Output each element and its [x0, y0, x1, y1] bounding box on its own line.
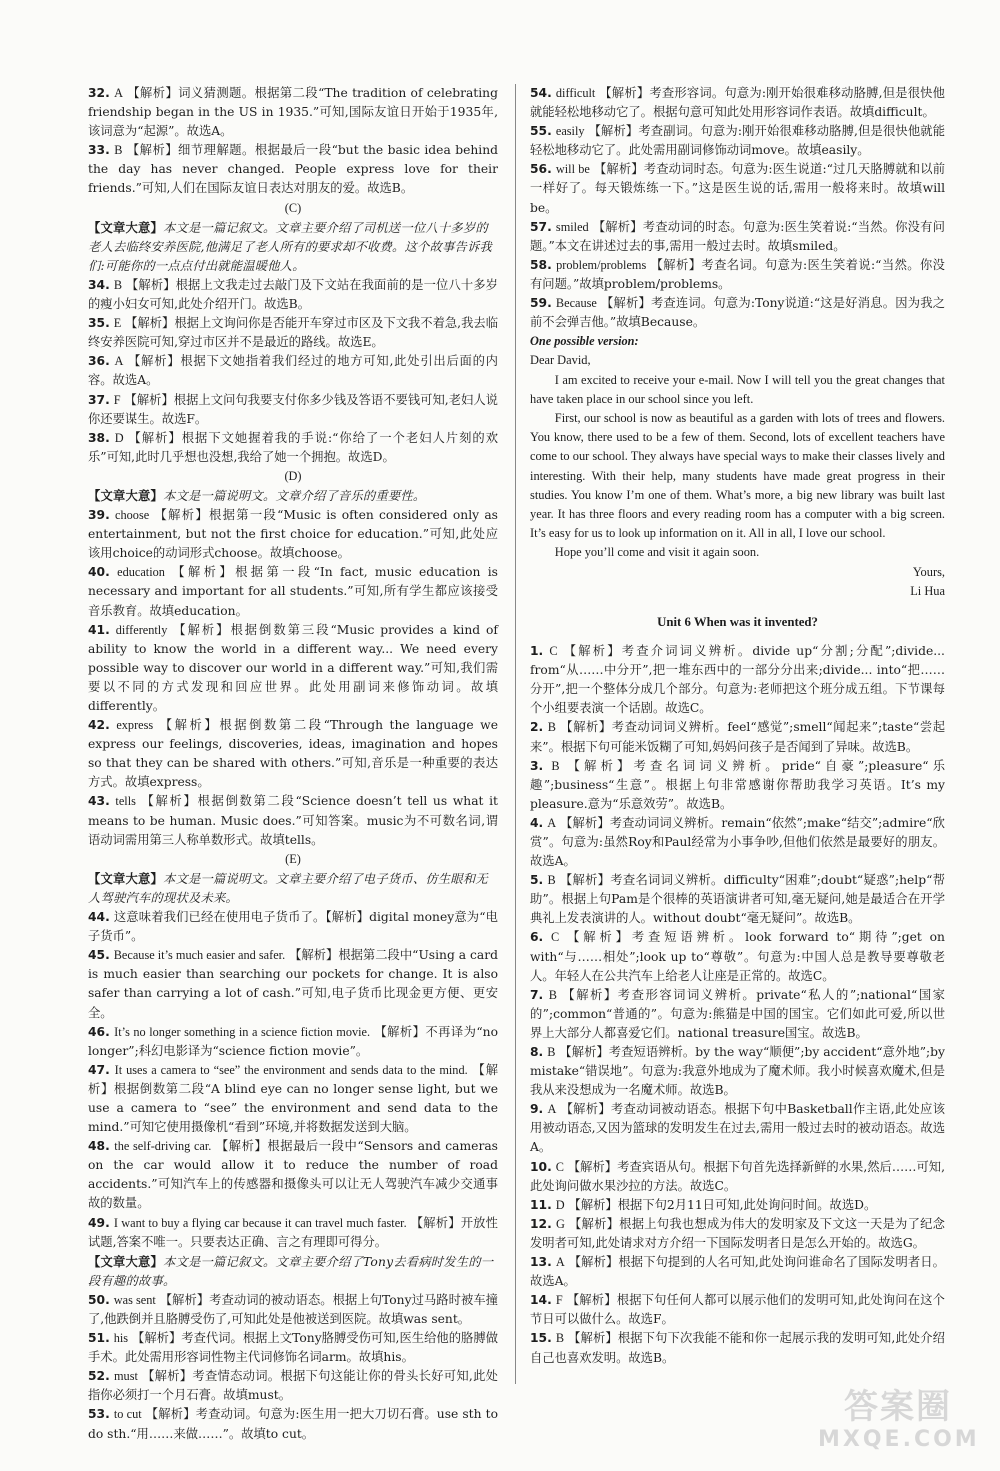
- question-number: 6.: [530, 930, 544, 945]
- answer-item: [88, 429, 498, 467]
- question-number: 51.: [88, 1331, 110, 1346]
- answer-item: [88, 1061, 498, 1137]
- question-number: 38.: [88, 430, 110, 445]
- summary-tag: 【文章大意】: [88, 1253, 163, 1269]
- answer-value: D: [555, 1197, 565, 1212]
- summary-tag: 【文章大意】: [88, 487, 163, 503]
- answer-item: [88, 792, 498, 849]
- answer-item: [88, 1405, 498, 1443]
- question-number: 40.: [88, 565, 110, 580]
- answer-value: was sent: [113, 1292, 156, 1307]
- question-number: 33.: [88, 143, 110, 158]
- answer-value: choose: [115, 508, 150, 523]
- explanation-text: 【解析】考查形容词词义辨析。private“私人的”;national“国家的”;common“普通的”。句意为:熊猫是中国的国宝。它们如此可爱,所以世界上大部分人都喜爱它们。national treasure国宝。故选B。: [530, 987, 945, 1040]
- answer-item: [530, 218, 945, 256]
- explanation-text: 【解析】考查代词。根据上文Tony胳膊受伤可知,医生给他的胳膊做手术。此处需用形容词性物主代词修饰名词arm。故填his。: [88, 1331, 498, 1365]
- answer-item: [88, 908, 498, 946]
- question-number: 3.: [530, 758, 544, 773]
- question-number: 5.: [530, 873, 544, 888]
- answer-item: [88, 1367, 498, 1405]
- answer-item: [88, 1137, 498, 1213]
- answer-value: Because it’s much easier and safer.: [113, 948, 286, 963]
- answer-value: smiled: [555, 219, 589, 234]
- explanation-text: 【解析】根据第一段“In fact, music education is necessary and important for all students.”可知,所有学生都应该接受音乐教育。故填education。: [88, 565, 498, 618]
- question-number: 32.: [88, 86, 110, 100]
- answer-value: I want to buy a flying car because it can travel much faster.: [113, 1215, 407, 1230]
- answer-item: [530, 1253, 945, 1291]
- letter-signature: Yours,: [912, 564, 945, 579]
- passage-summary: [88, 486, 498, 506]
- answer-item: [530, 1100, 945, 1157]
- answer-value: A: [555, 1255, 565, 1270]
- answer-value: B: [555, 1331, 565, 1346]
- passage-section-label: (C): [284, 200, 302, 215]
- answer-item: [88, 563, 498, 620]
- answer-item: [530, 122, 945, 160]
- summary-text: 本文是一篇说明文。文章介绍了音乐的重要性。: [162, 488, 426, 503]
- answer-value: must: [113, 1369, 138, 1384]
- question-number: 7.: [530, 987, 544, 1002]
- question-number: 13.: [530, 1255, 552, 1270]
- left-column: [88, 84, 498, 1444]
- explanation-text: 【解析】考查动词的被动语态。根据上句Tony过马路时被车撞了,他跌倒并且胳膊受伤了,可知此处是他被送到医院。故填was sent。: [88, 1292, 498, 1326]
- question-number: 35.: [88, 316, 110, 331]
- question-number: 9.: [530, 1102, 544, 1117]
- question-number: 44.: [88, 910, 110, 925]
- question-number: 1.: [530, 644, 544, 659]
- explanation-text: 【解析】根据倒数第二段“Science doesn’t tell us what it means to be human. Music does.”可知答案。music为不可数名词,谓语动词需用第三人称单数形式。故填tells。: [88, 794, 498, 847]
- answer-item: [530, 814, 945, 871]
- explanation-text: 【解析】考查动词词义辨析。feel“感觉”;smell“闻起来”;taste“尝起来”。根据下句可能米饭糊了可知,妈妈问孩子是否闻到了异味。故选B。: [530, 720, 945, 754]
- question-number: 2.: [530, 720, 544, 735]
- explanation-text: 【解析】根据倒数第二段“A blind eye can no longer sense light, but we use a camera to “see” the environment and send data to the mind.”可知它使用摄像机“看到”环境,并将数据发送到大脑。: [88, 1062, 498, 1135]
- answer-item: [88, 276, 498, 314]
- summary-text: 本文是一篇记叙文。文章主要介绍了Tony去看病时发生的一段有趣的故事。: [88, 1254, 494, 1288]
- answer-value: C: [555, 1159, 564, 1174]
- answer-item: [530, 642, 945, 718]
- passage-section-label: (E): [285, 851, 301, 866]
- question-number: 41.: [88, 622, 110, 637]
- question-number: 11.: [530, 1197, 552, 1212]
- answer-value: B: [551, 758, 560, 773]
- answer-item: [88, 621, 498, 716]
- answer-item: [530, 1215, 945, 1253]
- answer-value: B: [113, 277, 123, 292]
- answer-item: [530, 1329, 945, 1367]
- answer-item: [88, 84, 498, 141]
- explanation-text: 【解析】词义猜测题。根据第二段“The tradition of celebrating friendship began in the US in 1935.”可知,国际友谊日开始于1935年,该词意为“起源”。故选A。: [88, 86, 498, 139]
- answer-item: [530, 84, 945, 122]
- answer-value: difficult: [555, 86, 596, 100]
- answer-value: C: [551, 930, 560, 945]
- question-number: 39.: [88, 508, 110, 523]
- answer-value: It uses a camera to “see” the environment and sends data to the mind.: [114, 1062, 468, 1077]
- explanation-text: 【解析】考查介词词义辨析。divide up“分割;分配”;divide... from“从……中分开”,把一堆东西中的一部分分出来;divide... into“把……分开”,把一个整体分成几个部分。句意为:老师把这个班分成五组。下节课每个小组要表演一个话剧。故选C。: [530, 644, 945, 716]
- right-column: [530, 84, 945, 1368]
- letter-paragraph: Hope you’ll come and visit it again soon.: [554, 545, 760, 560]
- explanation-text: 【解析】不再译为“no longer”;科幻电影译为“science fiction movie”。: [88, 1024, 498, 1058]
- answer-value: D: [114, 430, 124, 445]
- question-number: 47.: [88, 1062, 110, 1077]
- answer-value: A: [547, 815, 557, 830]
- answer-item: [530, 757, 945, 814]
- explanation-text: 【解析】根据下文她握着我的手说:“你给了一个老妇人片刻的欢乐”可知,此时几乎想也没想,我给了她一个拥抱。故选D。: [88, 430, 498, 464]
- sample-essay-label: One possible version:: [530, 334, 639, 349]
- question-number: 12.: [530, 1216, 552, 1231]
- explanation-text: 【解析】考查宾语从句。根据下句首先选择新鲜的水果,然后……可知,此处询问做水果沙拉的方法。故选C。: [530, 1159, 945, 1193]
- question-number: 4.: [530, 815, 544, 830]
- answer-item: [88, 141, 498, 198]
- explanation-text: 【解析】考查连词。句意为:Tony说道:“这是好消息。因为我之前不会弹吉他。”故填Because。: [530, 296, 945, 330]
- answer-item: [530, 871, 945, 928]
- explanation-text: 【解析】考查动词。句意为:医生用一把大刀切石膏。use sth to do sth.“用……来做……”。故填to cut。: [88, 1407, 498, 1441]
- explanation-text: 【解析】考查名词。句意为:医生笑着说:“当然。你没有问题。”故填problem/problems。: [530, 257, 945, 291]
- explanation-text: 【解析】考查动词时态。句意为:医生说道:“过几天胳膊就和以前一样好了。每天锻炼练一下。”这是医生说的话,需用一般将来时。故填will be。: [530, 162, 946, 215]
- explanation-text: 【解析】考查情态动词。根据下句这能让你的骨头长好可知,此处指你必须打一个月石膏。故填must。: [88, 1369, 498, 1403]
- explanation-text: 【解析】考查动词词义辨析。remain“依然”;make“结交”;admire“欣赏”。句意为:虽然Roy和Paul经常为小事争吵,但他们依然是最要好的朋友。故选A。: [530, 815, 945, 869]
- explanation-text: 【解析】根据下文她指着我们经过的地方可知,此处引出后面的内容。故选A。: [88, 354, 498, 388]
- answer-item: [530, 1291, 945, 1329]
- unit-title: Unit 6 When was it invented?: [657, 614, 818, 629]
- answer-value: It’s no longer something in a science fiction movie.: [114, 1024, 371, 1039]
- question-number: 52.: [88, 1369, 110, 1384]
- explanation-text: 【解析】根据下句任何人都可以展示他们的发明可知,此处询问在这个节日可以做什么。故选F。: [530, 1293, 945, 1327]
- explanation-text: 【解析】考查动词的时态。句意为:医生笑着说:“当然。你没有问题。”本文在讲述过去的事,需用一般过去时。故填smiled。: [530, 219, 945, 253]
- answer-item: [530, 718, 945, 756]
- question-number: 42.: [88, 718, 110, 733]
- answer-value: B: [547, 720, 556, 735]
- answer-item: [88, 391, 498, 429]
- answer-item: [530, 294, 945, 332]
- question-number: 15.: [530, 1331, 552, 1346]
- passage-section-label: (D): [284, 468, 302, 483]
- question-number: 8.: [530, 1045, 544, 1060]
- question-number: 56.: [530, 162, 552, 177]
- explanation-text: 【解析】考查名词词义辨析。pride“自豪”;pleasure“乐趣”;business“生意”。根据上句非常感谢你帮助我学习英语。It’s my pleasure.意为“乐意效劳”。故选B。: [530, 758, 945, 811]
- question-number: 55.: [530, 124, 552, 139]
- explanation-text: 【解析】细节理解题。根据最后一段“but the basic idea behind the day has never changed. People express love for their friends.”可知,人们在国际友谊日表达对朋友的爱。故选B。: [88, 143, 498, 196]
- passage-summary: [88, 869, 498, 908]
- question-number: 48.: [88, 1139, 110, 1154]
- answer-item: [530, 1158, 945, 1196]
- answer-value: E: [113, 316, 122, 331]
- answer-value: A: [114, 86, 124, 100]
- sample-letter: [530, 351, 945, 601]
- answer-item: [88, 716, 498, 792]
- explanation-text: 【解析】根据上文我走过去敲门及下文站在我面前的是一位八十多岁的瘦小妇女可知,此处介绍开门。故选B。: [88, 277, 498, 312]
- answer-value: F: [113, 392, 121, 407]
- answer-item: [88, 946, 498, 1022]
- summary-tag: 【文章大意】: [88, 219, 163, 235]
- answer-value: the self-driving car.: [114, 1139, 212, 1154]
- summary-tag: 【文章大意】: [88, 870, 163, 886]
- answer-value: express: [116, 718, 154, 733]
- passage-summary: [88, 218, 498, 276]
- answer-item: [88, 1023, 498, 1061]
- answer-value: C: [549, 644, 558, 659]
- question-number: 59.: [530, 296, 552, 311]
- explanation-text: 【解析】根据上文问句我要支付你多少钱及答语不要钱可知,老妇人说你还要谋生。故选F。: [88, 392, 498, 426]
- answer-item: [88, 1329, 498, 1367]
- answer-value: tells: [115, 794, 136, 809]
- explanation-text: 【解析】根据上句我也想成为伟大的发明家及下文这一天是为了纪念发明者可知,此处请求对方介绍一下国际发明者日是怎么开始的。故选G。: [530, 1216, 945, 1250]
- explanation-text: 【解析】根据倒数第三段“Music provides a kind of ability to know the world in a different way... We need every possible way to discover our world in a different way.”可知,我们需要以不同的方式发现和回应世界。此处用副词来修饰动词。故填differently。: [88, 622, 498, 713]
- letter-paragraph: First, our school is now as beautiful as a garden with lots of trees and flowers. You know, there used to be a few of them. Second, lots of excellent teachers have come to our school. They always have special ways to make their classes lively and interesting. With their help, many students have made great progress in their studies. You know I’m one of them. What’s more, a big new library was built last year. It has three floors and every reading room has a computer with a big screen. It’s easy for us to look up information on it. All in all, I love our school.: [530, 410, 945, 541]
- question-number: 46.: [88, 1024, 110, 1039]
- explanation-text: 【解析】考查形容词。句意为:刚开始很难移动胳膊,但是很快他就能轻松地移动它了。根据句意可知此处用形容词作表语。故填difficult。: [530, 86, 945, 120]
- summary-text: 本文是一篇记叙文。文章主要介绍了司机送一位八十多岁的老人去临终安养医院,他满足了老人所有的要求却不收费。这个故事告诉我们:可能你的一点点付出就能温暖他人。: [88, 220, 493, 273]
- column-divider: [515, 84, 516, 1384]
- answer-value: easily: [555, 124, 585, 139]
- answer-value: differently: [115, 622, 168, 637]
- explanation-text: 【解析】考查短语辨析。by the way“顺便”;by accident“意外地”;by mistake“错误地”。句意为:我意外地成为了魔术师。我小时候喜欢魔术,但是我从来没想成为一名魔术师。故选B。: [530, 1045, 945, 1098]
- answer-item: [530, 256, 945, 294]
- question-number: 37.: [88, 392, 110, 407]
- answer-item: [88, 314, 498, 352]
- question-number: 57.: [530, 219, 552, 234]
- answer-value: his: [113, 1331, 129, 1346]
- answer-value: education: [117, 565, 165, 580]
- explanation-text: 【解析】考查动词被动语态。根据下句中Basketball作主语,此处应该用被动语态,又因为篮球的发明发生在过去,需用一般过去时的被动语态。故选A。: [530, 1102, 946, 1155]
- site-watermark: [818, 1387, 978, 1459]
- letter-paragraph: I am excited to receive your e-mail. Now I will tell you the great changes that have taken place in our school since you left.: [530, 372, 945, 406]
- answer-value: problem/problems: [556, 257, 647, 272]
- letter-line: Dear David,: [530, 353, 591, 368]
- answer-value: A: [114, 354, 124, 369]
- question-number: 43.: [88, 794, 110, 809]
- answer-value: A: [547, 1102, 557, 1117]
- explanation-text: 【解析】考查副词。句意为:刚开始很难移动胳膊,但是很快他就能轻松地移动它了。此处需用副词修饰动词move。故填easily。: [530, 124, 945, 158]
- answer-item: [88, 352, 498, 390]
- question-number: 10.: [530, 1159, 552, 1174]
- question-number: 45.: [88, 948, 110, 963]
- explanation-text: 【解析】根据第二段中“Using a card is much easier than searching our pockets for change. It is also safer than carrying a lot of cash.”可知,电子货币比现金更方便、更安全。: [88, 948, 498, 1020]
- answer-item: [530, 1043, 945, 1100]
- question-number: 34.: [88, 277, 110, 292]
- answer-value: F: [555, 1293, 563, 1308]
- explanation-text: 【解析】根据第一段“Music is often considered only as entertainment, but not the first choice for education.”可知,此处应该用choice的动词形式choose。故填choose。: [88, 508, 498, 561]
- explanation-text: 【解析】根据下句2月11日可知,此处询问时间。故选D。: [568, 1197, 877, 1212]
- answer-item: [530, 928, 945, 985]
- explanation-text: 【解析】考查名词词义辨析。difficulty“困难”;doubt“疑惑”;help“帮助”。根据上句Pam是个很棒的英语演讲者可知,毫无疑问,她是最适合在开学典礼上发表演讲的人。without doubt“毫无疑问”。故选B。: [530, 873, 945, 926]
- answer-value: B: [547, 873, 556, 888]
- explanation-text: 【解析】根据下句提到的人名可知,此处询问谁命名了国际发明者日。故选A。: [530, 1255, 945, 1289]
- answer-value: B: [114, 143, 123, 158]
- answer-item: [530, 986, 945, 1043]
- explanation-text: 这意味着我们已经在使用电子货币了。【解析】digital money意为“电子货币”。: [88, 910, 498, 944]
- question-number: 49.: [88, 1215, 110, 1230]
- answer-value: B: [547, 1045, 556, 1060]
- question-number: 50.: [88, 1292, 110, 1307]
- question-number: 58.: [530, 257, 552, 272]
- explanation-text: 【解析】根据最后一段中“Sensors and cameras on the car would allow it to reduce the number of road accidents.”可知汽车上的传感器和摄像头可以让无人驾驶汽车减少交通事故的数量。: [88, 1139, 498, 1211]
- answer-item: [88, 1214, 498, 1252]
- question-number: 54.: [530, 86, 552, 100]
- question-number: 14.: [530, 1293, 552, 1308]
- answer-value: to cut: [113, 1407, 142, 1422]
- explanation-text: 【解析】根据下句下次我能不能和你一起展示我的发明可知,此处介绍自己也喜欢发明。故选B。: [530, 1331, 945, 1365]
- question-number: 53.: [88, 1407, 110, 1422]
- passage-summary: [88, 1252, 498, 1291]
- answer-value: Because: [555, 296, 597, 311]
- watermark-url: MXQE.COM: [818, 1427, 980, 1452]
- explanation-text: 【解析】考查短语辨析。look forward to“期待”;get on with“与……相处”;look up to“尊敬”。句意为:中国人总是教导要尊敬老人。年轻人在公共汽车上给老人让座是正常的。故选C。: [530, 930, 945, 983]
- answer-value: will be: [555, 162, 590, 177]
- explanation-text: 【解析】根据倒数第二段“Through the language we express our feelings, discoveries, ideas, imagination and hopes so that they can be shared with others.”可知,音乐是一种重要的表达方式。故填express。: [88, 718, 498, 790]
- explanation-text: 【解析】根据上文询问你是否能开车穿过市区及下文我不着急,我去临终安养医院可知,穿过市区并不是最近的路线。故选E。: [88, 316, 498, 350]
- answer-item: [88, 506, 498, 563]
- answer-item: [530, 160, 945, 217]
- question-number: 36.: [88, 354, 110, 369]
- explanation-text: 【解析】开放性试题,答案不唯一。只要表达正确、言之有理即可得分。: [88, 1215, 498, 1249]
- watermark-logo-text: 答案圈: [844, 1387, 952, 1427]
- answer-item: [88, 1291, 498, 1329]
- answer-item: [530, 1196, 945, 1215]
- answer-value: G: [555, 1216, 565, 1231]
- answer-value: B: [548, 987, 557, 1002]
- letter-signature: Li Hua: [910, 583, 945, 598]
- summary-text: 本文是一篇说明文。文章主要介绍了电子货币、仿生眼和无人驾驶汽车的现状及未来。: [88, 871, 488, 905]
